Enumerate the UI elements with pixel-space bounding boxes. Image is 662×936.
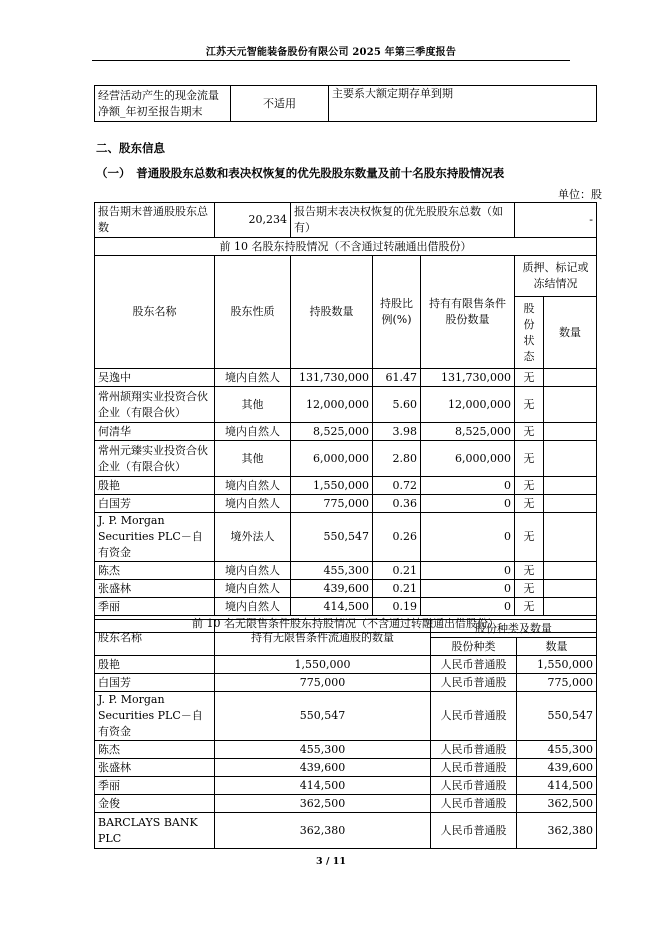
share-count: 775,000 <box>517 674 597 692</box>
holder-restricted: 8,525,000 <box>421 423 515 441</box>
table-row <box>95 387 597 423</box>
summary-common-label: 报告期末普通股股东总数 <box>95 203 215 238</box>
holder-restricted: 0 <box>421 580 515 598</box>
holder-nature: 其他 <box>215 387 291 423</box>
holder-shares: 8,525,000 <box>291 423 373 441</box>
unrestricted-caption: 前 10 名无限售条件股东持股情况（不含通过转融通出借股份） <box>95 616 597 633</box>
top10-body <box>95 369 597 616</box>
pledge-status: 无 <box>515 495 544 513</box>
pledge-qty <box>544 495 597 513</box>
holder-ratio: 0.21 <box>373 580 421 598</box>
holder-restricted: 0 <box>421 598 515 616</box>
holder-nature: 境内自然人 <box>215 580 291 598</box>
th-pledge-qty: 数量 <box>544 297 597 369</box>
pledge-qty <box>544 387 597 423</box>
header-rule <box>92 60 570 61</box>
holder-nature: 其他 <box>215 441 291 477</box>
share-count: 1,550,000 <box>517 656 597 674</box>
table-row <box>95 777 597 795</box>
th-pledge-status: 股份状态 <box>515 297 544 369</box>
th-name: 股东名称 <box>95 256 215 369</box>
uth-type: 股份种类 <box>431 638 517 656</box>
pledge-qty <box>544 477 597 495</box>
holder-nature: 境内自然人 <box>215 562 291 580</box>
share-count: 455,300 <box>517 741 597 759</box>
cashflow-note: 主要系大额定期存单到期 <box>329 86 597 122</box>
holder-ratio: 5.60 <box>373 387 421 423</box>
table-row <box>95 441 597 477</box>
section-subtitle: （一） 普通股股东总数和表决权恢复的优先股股东数量及前十名股东持股情况表 <box>96 166 505 180</box>
unrestricted-qty: 550,547 <box>215 692 431 741</box>
share-type: 人民币普通股 <box>431 759 517 777</box>
holder-nature: 境外法人 <box>215 513 291 562</box>
holder-name: 季丽 <box>95 777 215 795</box>
share-type: 人民币普通股 <box>431 674 517 692</box>
top10-caption: 前 10 名股东持股情况（不含通过转融通出借股份） <box>95 238 597 256</box>
summary-preferred-value: - <box>515 203 597 238</box>
pledge-status: 无 <box>515 369 544 387</box>
share-type: 人民币普通股 <box>431 692 517 741</box>
holder-name: 陈杰 <box>95 741 215 759</box>
holder-name: 张盛林 <box>95 759 215 777</box>
pledge-qty <box>544 598 597 616</box>
unrestricted-qty: 775,000 <box>215 674 431 692</box>
holder-shares: 550,547 <box>291 513 373 562</box>
holder-name: 张盛林 <box>95 580 215 598</box>
uth-qty: 持有无限售条件流通股的数量 <box>215 620 431 656</box>
holder-ratio: 0.72 <box>373 477 421 495</box>
holder-restricted: 0 <box>421 477 515 495</box>
unit-label: 单位：股 <box>558 188 602 201</box>
table-row <box>95 759 597 777</box>
unrestricted-table <box>94 619 597 849</box>
pledge-qty <box>544 580 597 598</box>
cashflow-label: 经营活动产生的现金流量净额_年初至报告期末 <box>95 86 231 122</box>
uth-count: 数量 <box>517 638 597 656</box>
pledge-qty <box>544 562 597 580</box>
holder-shares: 455,300 <box>291 562 373 580</box>
holder-shares: 1,550,000 <box>291 477 373 495</box>
page-number: 3 / 11 <box>316 856 346 867</box>
holder-shares: 775,000 <box>291 495 373 513</box>
table-row <box>95 795 597 813</box>
holder-name: 金俊 <box>95 795 215 813</box>
share-count: 362,380 <box>517 813 597 849</box>
table-row <box>95 423 597 441</box>
table-row <box>95 813 597 849</box>
unrestricted-qty: 439,600 <box>215 759 431 777</box>
holder-name: BARCLAYS BANK PLC <box>95 813 215 849</box>
unrestricted-qty: 414,500 <box>215 777 431 795</box>
unrestricted-qty: 362,500 <box>215 795 431 813</box>
holder-restricted: 6,000,000 <box>421 441 515 477</box>
pledge-status: 无 <box>515 580 544 598</box>
unrestricted-qty: 1,550,000 <box>215 656 431 674</box>
holder-restricted: 12,000,000 <box>421 387 515 423</box>
table-row <box>95 562 597 580</box>
share-count: 414,500 <box>517 777 597 795</box>
holder-name: J. P. Morgan Securities PLC－自有资金 <box>95 692 215 741</box>
th-ratio: 持股比例(%) <box>373 256 421 369</box>
holder-ratio: 61.47 <box>373 369 421 387</box>
pledge-status: 无 <box>515 513 544 562</box>
holder-restricted: 131,730,000 <box>421 369 515 387</box>
th-restricted: 持有有限售条件股份数量 <box>421 256 515 369</box>
summary-common-value: 20,234 <box>215 203 291 238</box>
pledge-status: 无 <box>515 562 544 580</box>
pledge-qty <box>544 423 597 441</box>
holder-restricted: 0 <box>421 495 515 513</box>
holder-shares: 12,000,000 <box>291 387 373 423</box>
holder-nature: 境内自然人 <box>215 369 291 387</box>
share-type: 人民币普通股 <box>431 795 517 813</box>
top10-table <box>94 202 597 633</box>
holder-name: 何清华 <box>95 423 215 441</box>
pledge-status: 无 <box>515 441 544 477</box>
holder-nature: 境内自然人 <box>215 598 291 616</box>
holder-name: 白国芳 <box>95 674 215 692</box>
section-title: 二、股东信息 <box>96 141 165 155</box>
pledge-qty <box>544 513 597 562</box>
table-row <box>95 513 597 562</box>
table-row <box>95 656 597 674</box>
holder-shares: 6,000,000 <box>291 441 373 477</box>
summary-preferred-label: 报告期末表决权恢复的优先股股东总数（如有） <box>291 203 515 238</box>
holder-ratio: 0.21 <box>373 562 421 580</box>
table-row <box>95 692 597 741</box>
pledge-qty <box>544 369 597 387</box>
pledge-status: 无 <box>515 387 544 423</box>
holder-shares: 131,730,000 <box>291 369 373 387</box>
holder-nature: 境内自然人 <box>215 423 291 441</box>
share-count: 439,600 <box>517 759 597 777</box>
holder-name: 殷艳 <box>95 477 215 495</box>
holder-ratio: 0.36 <box>373 495 421 513</box>
share-type: 人民币普通股 <box>431 656 517 674</box>
cashflow-table <box>94 85 597 122</box>
holder-restricted: 0 <box>421 562 515 580</box>
table-row <box>95 369 597 387</box>
table-row <box>95 580 597 598</box>
th-pledge-group: 质押、标记或冻结情况 <box>515 256 597 297</box>
holder-shares: 414,500 <box>291 598 373 616</box>
holder-name: J. P. Morgan Securities PLC－自有资金 <box>95 513 215 562</box>
uth-type-group: 股份种类及数量 <box>431 620 597 638</box>
share-type: 人民币普通股 <box>431 813 517 849</box>
holder-nature: 境内自然人 <box>215 495 291 513</box>
cashflow-value: 不适用 <box>231 86 329 122</box>
holder-name: 殷艳 <box>95 656 215 674</box>
holder-name: 季丽 <box>95 598 215 616</box>
share-count: 362,500 <box>517 795 597 813</box>
holder-shares: 439,600 <box>291 580 373 598</box>
holder-ratio: 2.80 <box>373 441 421 477</box>
holder-name: 陈杰 <box>95 562 215 580</box>
holder-ratio: 0.19 <box>373 598 421 616</box>
holder-name: 常州元臻实业投资合伙企业（有限合伙） <box>95 441 215 477</box>
page-header: 江苏天元智能装备股份有限公司 2025 年第三季度报告 <box>205 47 457 58</box>
th-shares: 持股数量 <box>291 256 373 369</box>
unrestricted-qty: 455,300 <box>215 741 431 759</box>
share-type: 人民币普通股 <box>431 777 517 795</box>
share-type: 人民币普通股 <box>431 741 517 759</box>
table-row <box>95 495 597 513</box>
table-row <box>95 674 597 692</box>
holder-name: 白国芳 <box>95 495 215 513</box>
table-row <box>95 741 597 759</box>
unrestricted-body <box>95 656 597 849</box>
holder-restricted: 0 <box>421 513 515 562</box>
table-row <box>95 598 597 616</box>
unrestricted-qty: 362,380 <box>215 813 431 849</box>
holder-name: 吴逸中 <box>95 369 215 387</box>
table-row <box>95 477 597 495</box>
holder-nature: 境内自然人 <box>215 477 291 495</box>
holder-name: 常州颉翔实业投资合伙企业（有限合伙） <box>95 387 215 423</box>
share-count: 550,547 <box>517 692 597 741</box>
pledge-status: 无 <box>515 477 544 495</box>
th-nature: 股东性质 <box>215 256 291 369</box>
pledge-qty <box>544 441 597 477</box>
pledge-status: 无 <box>515 598 544 616</box>
holder-ratio: 0.26 <box>373 513 421 562</box>
uth-name: 股东名称 <box>95 620 215 656</box>
holder-ratio: 3.98 <box>373 423 421 441</box>
pledge-status: 无 <box>515 423 544 441</box>
